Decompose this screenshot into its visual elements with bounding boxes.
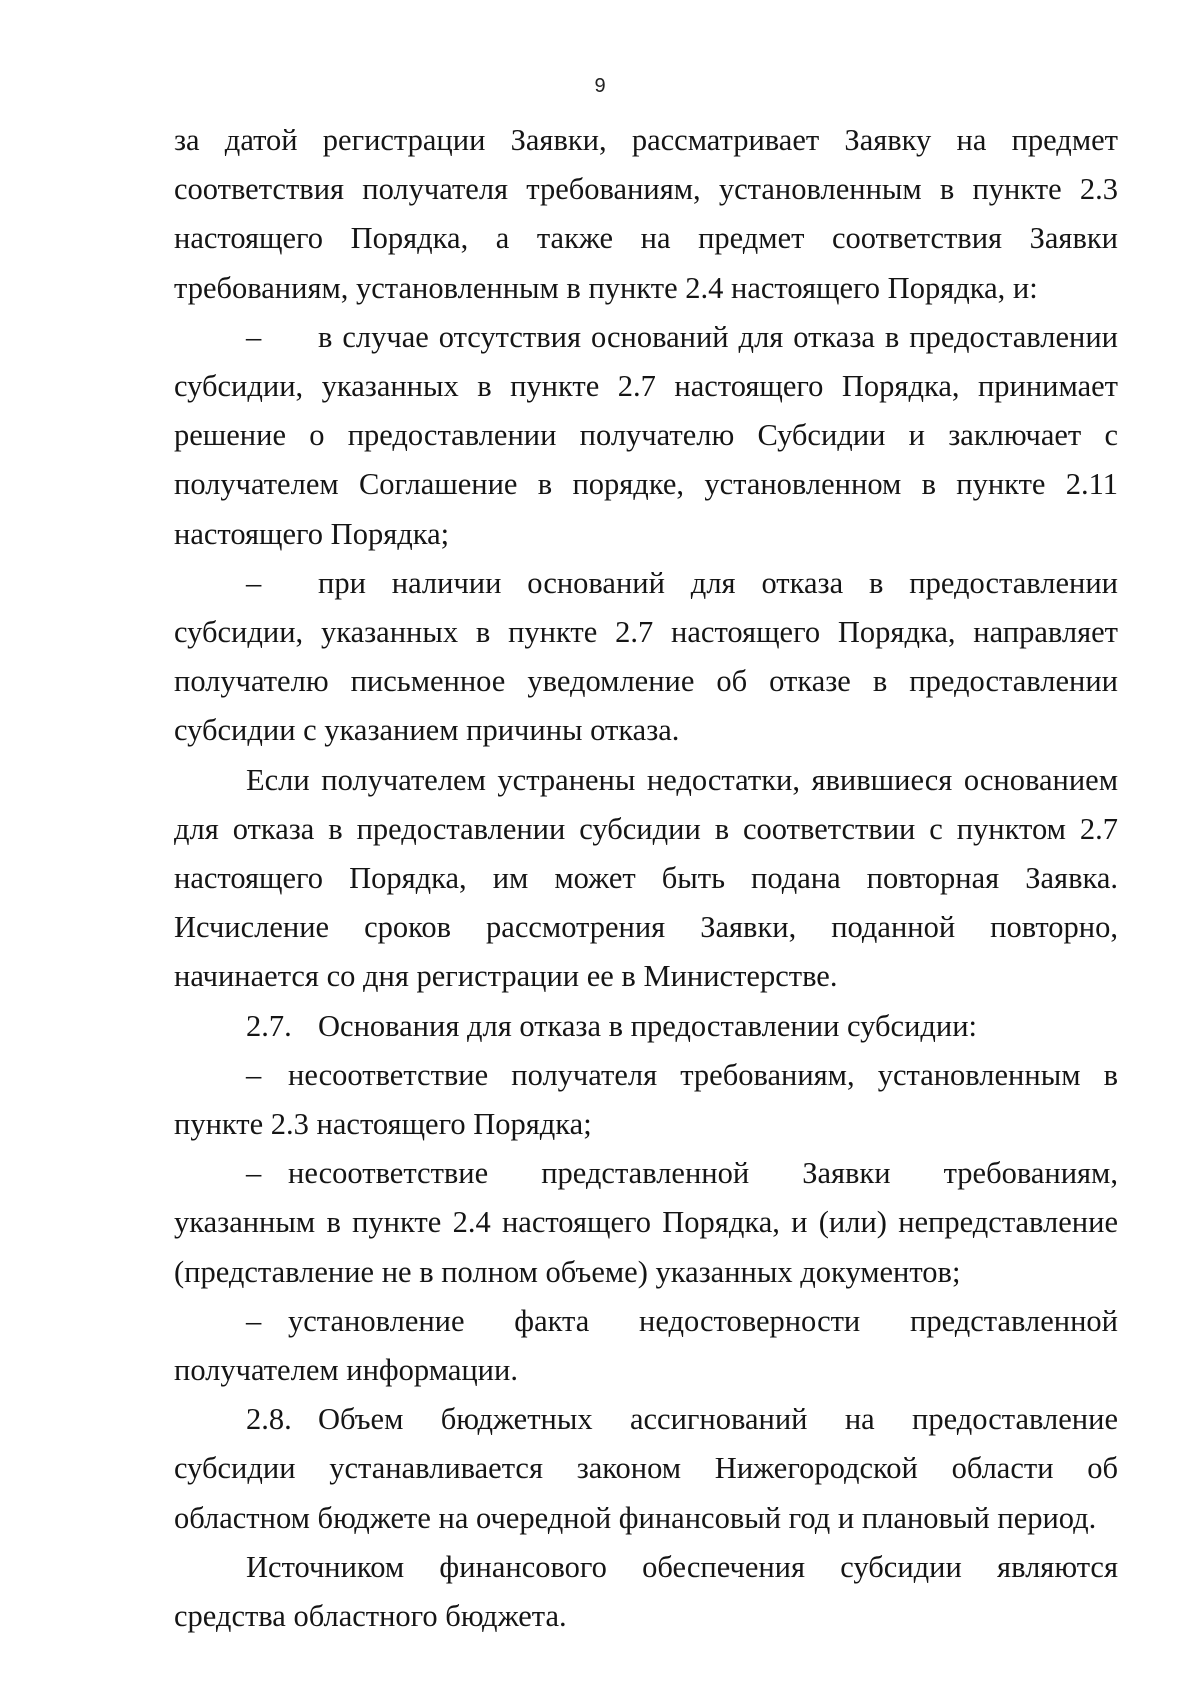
list-item-grounds-exist	[174, 559, 1118, 756]
clause-number: 2.8.	[246, 1402, 292, 1437]
paragraph-text: Если получателем устранены недостатки, явившиеся основанием для отказа в предоставлении субсидии в соответствии с пунктом 2.7 настоящего Порядка, им может быть подана повторная Заявка. Исчисление сроков рассмотрения Заявки, поданной повторно, начинается со дня регистрации ее в Министерстве.	[174, 762, 1118, 994]
clause-2-7	[174, 1002, 1118, 1051]
paragraph-resubmission	[174, 756, 1118, 1002]
clause-2-8	[174, 1395, 1118, 1543]
dash-marker: –	[246, 1156, 262, 1191]
document-body	[174, 116, 1118, 1641]
clause-text: Основания для отказа в предоставлении субсидии:	[318, 1008, 978, 1043]
list-item-text: установление факта недостоверности представленной получателем информации.	[174, 1303, 1118, 1388]
list-item-no-grounds	[174, 313, 1118, 559]
list-item-text: при наличии оснований для отказа в предоставлении субсидии, указанных в пункте 2.7 настоящего Порядка, направляет получателю письменное уведомление об отказе в предоставлении субсидии с указанием причины отказа.	[174, 565, 1118, 748]
list-item-recipient-mismatch	[174, 1051, 1118, 1149]
clause-number: 2.7.	[246, 1008, 292, 1043]
clause-text: Объем бюджетных ассигнований на предоставление субсидии устанавливается законом Нижегородской области об областном бюджете на очередной финансовый год и плановый период.	[174, 1402, 1118, 1535]
list-item-text: несоответствие получателя требованиям, установленным в пункте 2.3 настоящего Порядка;	[174, 1057, 1118, 1142]
dash-marker: –	[246, 1303, 262, 1338]
dash-marker: –	[246, 319, 262, 354]
dash-marker: –	[246, 1057, 262, 1092]
paragraph-continuation	[174, 116, 1118, 313]
list-item-text: несоответствие представленной Заявки требованиям, указанным в пункте 2.4 настоящего Порядка, и (или) непредставление (представление не в полном объеме) указанных документов;	[174, 1156, 1118, 1289]
dash-marker: –	[246, 565, 262, 600]
list-item-text: в случае отсутствия оснований для отказа в предоставлении субсидии, указанных в пункте 2.7 настоящего Порядка, принимает решение о предоставлении получателю Субсидии и заключает с получателем Соглашение в порядке, установленном в пункте 2.11 настоящего Порядка;	[174, 319, 1118, 551]
paragraph-text: Источником финансового обеспечения субсидии являются средства областного бюджета.	[174, 1549, 1118, 1634]
list-item-application-mismatch	[174, 1149, 1118, 1297]
paragraph-text: за датой регистрации Заявки, рассматривает Заявку на предмет соответствия получателя требованиям, установленным в пункте 2.3 настоящего Порядка, а также на предмет соответствия Заявки требованиям, установленным в пункте 2.4 настоящего Порядка, и:	[174, 123, 1118, 305]
list-item-false-information	[174, 1297, 1118, 1395]
paragraph-funding-source	[174, 1543, 1118, 1641]
page-number: 9	[594, 75, 606, 97]
